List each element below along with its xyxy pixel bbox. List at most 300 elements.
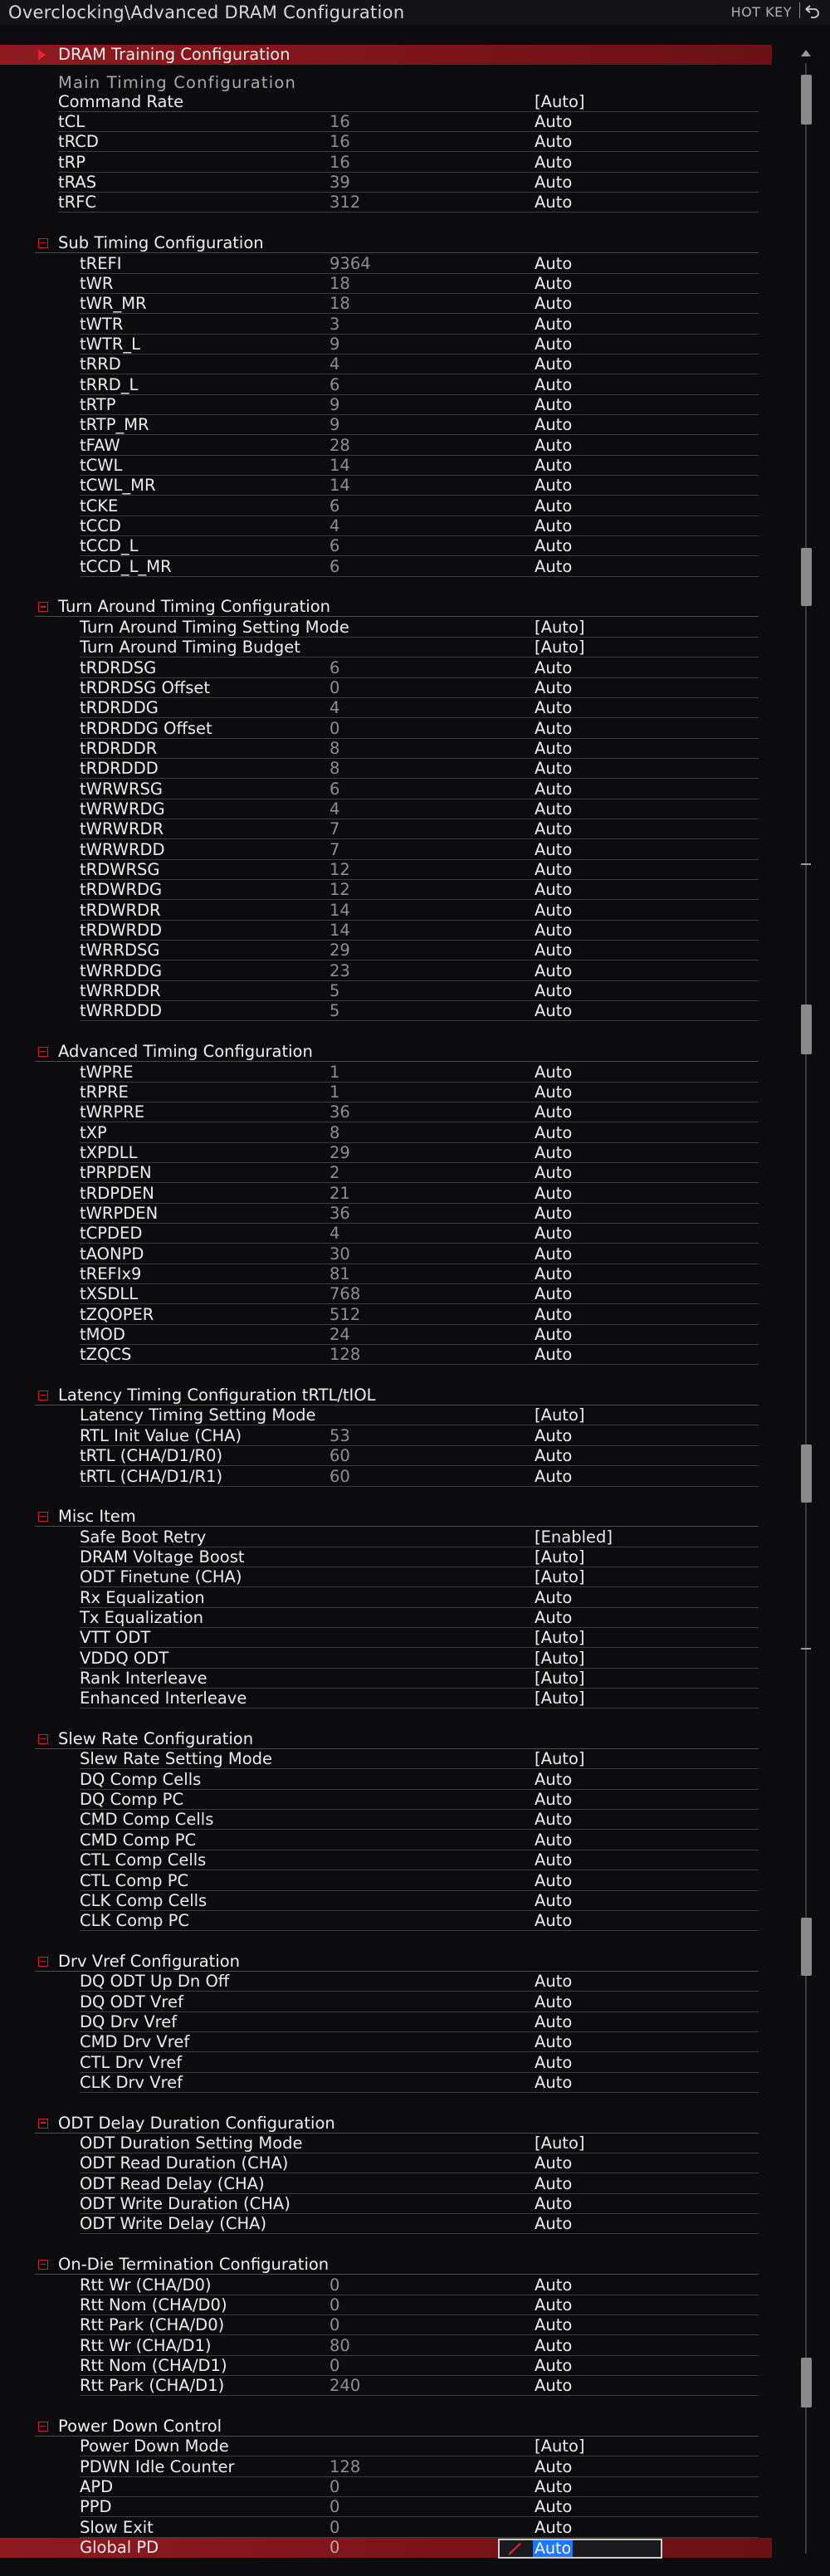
- setting-twrpden[interactable]: [0, 1204, 772, 1224]
- setting-value[interactable]: Auto: [535, 2194, 573, 2214]
- setting-tras[interactable]: [0, 173, 772, 193]
- scroll-track[interactable]: [805, 63, 807, 2554]
- setting-label: tAONPD: [80, 1244, 144, 1264]
- section-slew-rate-configuration[interactable]: [0, 1729, 772, 1749]
- setting-trdrdsg[interactable]: [0, 658, 772, 678]
- setting-value[interactable]: [Auto]: [535, 1669, 585, 1688]
- setting-value[interactable]: [Enabled]: [535, 1527, 613, 1547]
- scroll-thumb[interactable]: [801, 75, 812, 125]
- setting-value[interactable]: Auto: [535, 718, 573, 738]
- setting-value[interactable]: Auto: [535, 334, 573, 354]
- setting-value[interactable]: Auto: [535, 394, 573, 414]
- setting-twrpre[interactable]: [0, 1102, 772, 1122]
- setting-rx-equalization[interactable]: [0, 1588, 772, 1608]
- setting-value[interactable]: [Auto]: [535, 1547, 585, 1567]
- setting-value[interactable]: Auto: [535, 1911, 573, 1931]
- setting-label: tCCD_L: [80, 536, 139, 556]
- setting-rtt-nom-cha-d0[interactable]: [0, 2295, 772, 2315]
- setting-trpre[interactable]: [0, 1083, 772, 1102]
- current-value: 12: [330, 880, 350, 900]
- setting-value[interactable]: Auto: [535, 476, 573, 496]
- setting-ctl-comp-pc[interactable]: [0, 1871, 772, 1891]
- setting-value[interactable]: Auto: [535, 2011, 573, 2031]
- collapse-minus-icon[interactable]: [38, 1391, 48, 1400]
- setting-cmd-comp-pc[interactable]: [0, 1831, 772, 1850]
- setting-twrrdsg[interactable]: [0, 941, 772, 961]
- row-underline: [80, 2092, 759, 2093]
- scroll-up-arrow-icon[interactable]: [801, 50, 811, 56]
- setting-label: Turn Around Timing Setting Mode: [80, 617, 349, 637]
- section-misc-item[interactable]: [0, 1507, 772, 1527]
- setting-clk-comp-pc[interactable]: [0, 1911, 772, 1931]
- setting-tzqcs[interactable]: [0, 1345, 772, 1365]
- current-value: 9364: [330, 253, 371, 273]
- setting-value[interactable]: Auto: [535, 1769, 573, 1789]
- setting-value[interactable]: Auto: [535, 1850, 573, 1870]
- setting-tcke[interactable]: [0, 496, 772, 516]
- setting-twpre[interactable]: [0, 1063, 772, 1083]
- scroll-thumb[interactable]: [801, 2358, 812, 2407]
- setting-trcd[interactable]: [0, 132, 772, 152]
- setting-tcpded[interactable]: [0, 1224, 772, 1244]
- setting-trdpden[interactable]: [0, 1184, 772, 1204]
- setting-value[interactable]: Auto: [535, 819, 573, 839]
- setting-trdrddg-offset[interactable]: [0, 719, 772, 739]
- setting-label: tWRPDEN: [80, 1203, 159, 1223]
- setting-value[interactable]: Auto: [535, 354, 573, 374]
- setting-value[interactable]: Auto: [535, 779, 573, 799]
- setting-taonpd[interactable]: [0, 1244, 772, 1264]
- setting-value[interactable]: Auto: [535, 132, 573, 152]
- setting-label: tRDWRDR: [80, 900, 161, 920]
- setting-latency-timing-setting-mode[interactable]: [0, 1405, 772, 1425]
- setting-tcwl-mr[interactable]: [0, 476, 772, 496]
- setting-twrrddg[interactable]: [0, 961, 772, 981]
- setting-value[interactable]: Auto: [535, 941, 573, 961]
- section-odt-delay-duration-configuration[interactable]: [0, 2114, 772, 2134]
- section-latency-timing-configuration-trtl-tiol[interactable]: [0, 1386, 772, 1405]
- setting-label: CLK Drv Vref: [80, 2073, 183, 2092]
- setting-value[interactable]: Auto: [535, 2456, 573, 2476]
- setting-odt-read-delay-cha[interactable]: [0, 2174, 772, 2194]
- setting-value[interactable]: Auto: [535, 2052, 573, 2072]
- setting-value[interactable]: Auto: [535, 1244, 573, 1264]
- setting-txp[interactable]: [0, 1123, 772, 1143]
- section-advanced-timing-configuration[interactable]: [0, 1042, 772, 1062]
- setting-value[interactable]: Auto: [535, 456, 573, 475]
- scroll-thumb[interactable]: [801, 1004, 812, 1054]
- setting-label: ODT Read Delay (CHA): [80, 2173, 265, 2193]
- setting-value[interactable]: Auto: [535, 2355, 573, 2375]
- setting-value[interactable]: [Auto]: [535, 1749, 585, 1769]
- setting-label: tRDPDEN: [80, 1183, 154, 1203]
- setting-trtl-cha-d1-r0[interactable]: [0, 1446, 772, 1466]
- setting-value[interactable]: Auto: [535, 1425, 573, 1445]
- setting-slow-exit[interactable]: [0, 2518, 772, 2538]
- setting-value[interactable]: Auto: [535, 173, 573, 193]
- current-value: 4: [330, 516, 340, 536]
- setting-value[interactable]: Auto: [535, 1163, 573, 1183]
- setting-slew-rate-setting-mode[interactable]: [0, 1749, 772, 1769]
- setting-tx-equalization[interactable]: [0, 1608, 772, 1628]
- setting-value[interactable]: Auto: [535, 921, 573, 941]
- setting-txpdll[interactable]: [0, 1143, 772, 1163]
- scrollbar[interactable]: [798, 50, 813, 2561]
- setting-tccd-l-mr[interactable]: [0, 557, 772, 577]
- setting-value[interactable]: Auto: [535, 112, 573, 132]
- setting-value[interactable]: Auto: [535, 981, 573, 1001]
- setting-label: tRDWRDD: [80, 921, 163, 941]
- setting-apd[interactable]: [0, 2477, 772, 2497]
- setting-trdwrsg[interactable]: [0, 860, 772, 880]
- setting-odt-finetune-cha[interactable]: [0, 1567, 772, 1587]
- setting-label: DQ ODT Vref: [80, 1992, 183, 2011]
- setting-value[interactable]: Auto: [535, 1203, 573, 1223]
- setting-label: DQ ODT Up Dn Off: [80, 1972, 230, 1992]
- setting-label: Rtt Nom (CHA/D1): [80, 2355, 227, 2375]
- current-value: 0: [330, 2275, 340, 2295]
- setting-label: ODT Write Delay (CHA): [80, 2214, 267, 2234]
- setting-value[interactable]: Auto: [535, 1304, 573, 1324]
- current-value: 8: [330, 1122, 340, 1142]
- collapse-minus-icon[interactable]: [38, 238, 48, 248]
- setting-label: Command Rate: [58, 91, 184, 111]
- setting-dram-voltage-boost[interactable]: [0, 1547, 772, 1567]
- setting-dq-comp-pc[interactable]: [0, 1790, 772, 1810]
- setting-tmod[interactable]: [0, 1325, 772, 1345]
- setting-value[interactable]: Auto: [535, 1284, 573, 1304]
- current-value: 36: [330, 1203, 350, 1223]
- current-value: 60: [330, 1466, 350, 1486]
- setting-odt-write-duration-cha[interactable]: [0, 2194, 772, 2214]
- setting-twrwrdr[interactable]: [0, 819, 772, 839]
- setting-clk-comp-cells[interactable]: [0, 1891, 772, 1911]
- setting-value[interactable]: Auto: [535, 677, 573, 697]
- current-value: 6: [330, 779, 340, 799]
- setting-value[interactable]: Auto: [535, 193, 573, 213]
- current-value: 21: [330, 1183, 350, 1203]
- hotkey-button[interactable]: HOT KEY: [730, 4, 792, 20]
- setting-label: Latency Timing Configuration tRTL/tIOL: [58, 1386, 376, 1405]
- section-power-down-control[interactable]: [0, 2417, 772, 2437]
- setting-label: tXP: [80, 1122, 107, 1142]
- scroll-thumb[interactable]: [801, 1444, 812, 1503]
- setting-dq-drv-vref[interactable]: [0, 2012, 772, 2032]
- setting-vtt-odt[interactable]: [0, 1628, 772, 1648]
- setting-value[interactable]: [Auto]: [535, 638, 585, 657]
- setting-label: Turn Around Timing Configuration: [58, 597, 331, 617]
- setting-twrwrdd[interactable]: [0, 840, 772, 860]
- setting-value[interactable]: [Auto]: [535, 1567, 585, 1587]
- current-value: 16: [330, 152, 350, 172]
- setting-value[interactable]: Auto: [535, 1001, 573, 1021]
- setting-odt-write-delay-cha[interactable]: [0, 2214, 772, 2234]
- setting-trdwrdg[interactable]: [0, 880, 772, 900]
- setting-label: Enhanced Interleave: [80, 1689, 247, 1708]
- setting-value[interactable]: Auto: [535, 273, 573, 293]
- current-value: 8: [330, 738, 340, 758]
- current-value: 36: [330, 1102, 350, 1122]
- setting-label: tWTR_L: [80, 334, 141, 354]
- value-input[interactable]: [498, 2539, 662, 2559]
- setting-value[interactable]: Auto: [535, 2275, 573, 2295]
- setting-twrwrdg[interactable]: [0, 799, 772, 819]
- setting-twrrddr[interactable]: [0, 981, 772, 1001]
- setting-txsdll[interactable]: [0, 1284, 772, 1304]
- setting-odt-read-duration-cha[interactable]: [0, 2153, 772, 2173]
- setting-ppd[interactable]: [0, 2497, 772, 2517]
- scroll-thumb[interactable]: [801, 1918, 812, 1976]
- setting-ctl-comp-cells[interactable]: [0, 1850, 772, 1870]
- setting-value[interactable]: [Auto]: [535, 2437, 585, 2456]
- setting-value[interactable]: Auto: [535, 1890, 573, 1910]
- group-header-main-timing-configuration: [0, 73, 772, 93]
- setting-value[interactable]: Auto: [535, 1183, 573, 1203]
- setting-label: tRDRDDD: [80, 759, 159, 779]
- setting-cmd-drv-vref[interactable]: [0, 2032, 772, 2052]
- current-value: 1: [330, 1062, 340, 1082]
- setting-value[interactable]: Auto: [535, 2214, 573, 2234]
- setting-label: Rtt Wr (CHA/D0): [80, 2275, 212, 2295]
- collapse-minus-icon[interactable]: [38, 1734, 48, 1744]
- setting-trfc[interactable]: [0, 193, 772, 213]
- setting-value[interactable]: Auto: [535, 880, 573, 900]
- setting-label: CTL Comp PC: [80, 1870, 189, 1890]
- section-drv-vref-configuration[interactable]: [0, 1952, 772, 1972]
- setting-rtl-init-value-cha[interactable]: [0, 1426, 772, 1446]
- setting-value[interactable]: Auto: [535, 839, 573, 859]
- setting-twrwrsg[interactable]: [0, 780, 772, 799]
- setting-vddq-odt[interactable]: [0, 1649, 772, 1669]
- setting-value[interactable]: Auto: [535, 152, 573, 172]
- collapse-minus-icon[interactable]: [38, 602, 48, 612]
- setting-rtt-wr-cha-d0[interactable]: [0, 2275, 772, 2295]
- setting-label: tWRWRDD: [80, 839, 165, 859]
- collapse-minus-icon[interactable]: [38, 1957, 48, 1967]
- setting-twtr-l[interactable]: [0, 335, 772, 354]
- setting-trdrddr[interactable]: [0, 739, 772, 759]
- setting-value[interactable]: [Auto]: [535, 1628, 585, 1648]
- setting-power-down-mode[interactable]: [0, 2437, 772, 2456]
- row-underline: [80, 1930, 759, 1931]
- current-value: 240: [330, 2376, 361, 2396]
- setting-value[interactable]: [Auto]: [535, 2134, 585, 2153]
- setting-label: tZQOPER: [80, 1304, 154, 1324]
- setting-value[interactable]: Auto: [535, 516, 573, 536]
- current-value: 7: [330, 819, 340, 839]
- collapse-minus-icon[interactable]: [38, 2119, 48, 2129]
- setting-value[interactable]: Auto: [535, 374, 573, 394]
- setting-tcl[interactable]: [0, 112, 772, 132]
- setting-dq-comp-cells[interactable]: [0, 1770, 772, 1790]
- setting-value[interactable]: Auto: [535, 496, 573, 516]
- setting-value[interactable]: Auto: [535, 1466, 573, 1486]
- setting-value[interactable]: Auto: [535, 2153, 573, 2173]
- setting-label: CTL Comp Cells: [80, 1850, 207, 1870]
- setting-value[interactable]: Auto: [535, 1587, 573, 1607]
- setting-twr-mr[interactable]: [0, 294, 772, 314]
- setting-trrd[interactable]: [0, 354, 772, 374]
- setting-trdrddd[interactable]: [0, 759, 772, 779]
- setting-rtt-park-cha-d1[interactable]: [0, 2376, 772, 2396]
- current-value: 7: [330, 839, 340, 859]
- setting-value[interactable]: Auto: [535, 1082, 573, 1102]
- setting-rtt-nom-cha-d1[interactable]: [0, 2356, 772, 2376]
- setting-value[interactable]: [Auto]: [535, 1648, 585, 1668]
- setting-label: tWRWRDG: [80, 799, 165, 819]
- setting-label: tRRD_L: [80, 374, 139, 394]
- setting-value[interactable]: [Auto]: [535, 91, 585, 111]
- current-value: 18: [330, 294, 350, 314]
- setting-tccd[interactable]: [0, 516, 772, 536]
- selected-input-text[interactable]: Auto: [535, 2539, 572, 2559]
- current-value: 768: [330, 1284, 361, 1304]
- setting-global-pd[interactable]: [0, 2538, 772, 2558]
- setting-value[interactable]: Auto: [535, 253, 573, 273]
- setting-value[interactable]: Auto: [535, 556, 573, 576]
- setting-trdwrdd[interactable]: [0, 921, 772, 941]
- setting-value[interactable]: Auto: [535, 2517, 573, 2537]
- setting-enhanced-interleave[interactable]: [0, 1689, 772, 1708]
- setting-value[interactable]: Auto: [535, 435, 573, 455]
- setting-odt-duration-setting-mode[interactable]: [0, 2134, 772, 2153]
- setting-label: tWR_MR: [80, 294, 147, 314]
- setting-value[interactable]: Auto: [535, 1345, 573, 1365]
- setting-value[interactable]: Auto: [535, 314, 573, 334]
- setting-value[interactable]: Auto: [535, 1325, 573, 1345]
- setting-value[interactable]: Auto: [535, 536, 573, 556]
- setting-value[interactable]: Auto: [535, 1830, 573, 1850]
- setting-value[interactable]: Auto: [535, 1446, 573, 1466]
- setting-trdwrdr[interactable]: [0, 901, 772, 921]
- setting-tfaw[interactable]: [0, 436, 772, 456]
- setting-value[interactable]: Auto: [535, 2073, 573, 2092]
- setting-value[interactable]: Auto: [535, 799, 573, 819]
- setting-turn-around-timing-budget[interactable]: [0, 638, 772, 657]
- setting-dq-odt-up-dn-off[interactable]: [0, 1972, 772, 1992]
- setting-twtr[interactable]: [0, 315, 772, 335]
- setting-value[interactable]: Auto: [535, 415, 573, 435]
- setting-value[interactable]: Auto: [535, 1142, 573, 1162]
- setting-value[interactable]: [Auto]: [535, 617, 585, 637]
- collapse-minus-icon[interactable]: [38, 1512, 48, 1522]
- setting-label: tCWL: [80, 456, 123, 475]
- setting-value[interactable]: Auto: [535, 1607, 573, 1627]
- setting-tcwl[interactable]: [0, 456, 772, 476]
- setting-value[interactable]: Auto: [535, 1810, 573, 1830]
- setting-value[interactable]: [Auto]: [535, 1689, 585, 1708]
- setting-tprpden[interactable]: [0, 1163, 772, 1183]
- setting-trdrddg[interactable]: [0, 698, 772, 718]
- setting-ctl-drv-vref[interactable]: [0, 2053, 772, 2073]
- setting-command-rate[interactable]: [0, 92, 772, 112]
- setting-label: tWRRDDD: [80, 1001, 163, 1021]
- setting-value[interactable]: Auto: [535, 1122, 573, 1142]
- setting-value[interactable]: Auto: [535, 860, 573, 879]
- scroll-thumb[interactable]: [801, 548, 812, 606]
- setting-twr[interactable]: [0, 274, 772, 294]
- scroll-marker: [801, 863, 811, 865]
- setting-turn-around-timing-setting-mode[interactable]: [0, 618, 772, 638]
- setting-value[interactable]: Auto: [535, 2315, 573, 2335]
- setting-value[interactable]: Auto: [535, 1870, 573, 1890]
- setting-rank-interleave[interactable]: [0, 1669, 772, 1689]
- setting-label: tRDRDDG Offset: [80, 718, 212, 738]
- setting-value[interactable]: Auto: [535, 1224, 573, 1244]
- setting-safe-boot-retry[interactable]: [0, 1528, 772, 1547]
- setting-dq-odt-vref[interactable]: [0, 1992, 772, 2012]
- setting-value[interactable]: Auto: [535, 1062, 573, 1082]
- setting-value[interactable]: Auto: [535, 2173, 573, 2193]
- setting-value[interactable]: Auto: [535, 2032, 573, 2052]
- setting-value[interactable]: Auto: [535, 900, 573, 920]
- collapse-minus-icon[interactable]: [38, 2260, 48, 2270]
- setting-label: DRAM Voltage Boost: [80, 1547, 245, 1567]
- section-sub-timing-configuration[interactable]: [0, 233, 772, 253]
- current-value: 5: [330, 1001, 340, 1021]
- setting-value[interactable]: Auto: [535, 1102, 573, 1122]
- setting-label: tRTP_MR: [80, 415, 149, 435]
- setting-pdwn-idle-counter[interactable]: [0, 2457, 772, 2477]
- setting-label: Rtt Nom (CHA/D0): [80, 2295, 227, 2314]
- setting-value[interactable]: Auto: [535, 2295, 573, 2314]
- setting-value[interactable]: [Auto]: [535, 1405, 585, 1425]
- setting-value[interactable]: Auto: [535, 759, 573, 779]
- setting-clk-drv-vref[interactable]: [0, 2073, 772, 2093]
- setting-value[interactable]: Auto: [535, 657, 573, 677]
- setting-value[interactable]: Auto: [535, 1992, 573, 2011]
- setting-dram-training-configuration[interactable]: [0, 45, 772, 65]
- pencil-icon: [506, 2541, 526, 2556]
- row-underline: [80, 2233, 759, 2234]
- setting-value[interactable]: Auto: [535, 1264, 573, 1283]
- setting-value[interactable]: Auto: [535, 294, 573, 314]
- setting-trdrdsg-offset[interactable]: [0, 678, 772, 698]
- setting-label: tWRRDDG: [80, 961, 163, 980]
- setting-trtp-mr[interactable]: [0, 415, 772, 435]
- collapse-minus-icon[interactable]: [38, 1047, 48, 1057]
- setting-value[interactable]: Auto: [535, 738, 573, 758]
- setting-value[interactable]: Auto: [535, 2477, 573, 2496]
- setting-trefi[interactable]: [0, 254, 772, 274]
- section-on-die-termination-configuration[interactable]: [0, 2255, 772, 2275]
- setting-value[interactable]: Auto: [535, 698, 573, 718]
- setting-rtt-wr-cha-d1[interactable]: [0, 2336, 772, 2356]
- section-turn-around-timing-configuration[interactable]: [0, 597, 772, 617]
- setting-tccd-l[interactable]: [0, 536, 772, 556]
- collapse-minus-icon[interactable]: [38, 2422, 48, 2432]
- setting-value[interactable]: Auto: [535, 2376, 573, 2396]
- setting-tzqoper[interactable]: [0, 1305, 772, 1325]
- setting-rtt-park-cha-d0[interactable]: [0, 2315, 772, 2335]
- setting-value[interactable]: Auto: [535, 1972, 573, 1992]
- setting-trefix9[interactable]: [0, 1264, 772, 1284]
- setting-label: tFAW: [80, 435, 120, 455]
- setting-label: tWR: [80, 273, 114, 293]
- setting-label: tRPRE: [80, 1082, 129, 1102]
- setting-value[interactable]: Auto: [535, 1790, 573, 1810]
- setting-cmd-comp-cells[interactable]: [0, 1810, 772, 1830]
- scroll-marker: [801, 1648, 811, 1650]
- setting-trtp[interactable]: [0, 395, 772, 415]
- setting-value[interactable]: Auto: [535, 2335, 573, 2355]
- setting-trtl-cha-d1-r1[interactable]: [0, 1467, 772, 1487]
- setting-trp[interactable]: [0, 153, 772, 173]
- setting-value[interactable]: Auto: [535, 961, 573, 980]
- setting-value[interactable]: Auto: [535, 2497, 573, 2517]
- setting-trrd-l[interactable]: [0, 375, 772, 395]
- setting-twrrddd[interactable]: [0, 1001, 772, 1021]
